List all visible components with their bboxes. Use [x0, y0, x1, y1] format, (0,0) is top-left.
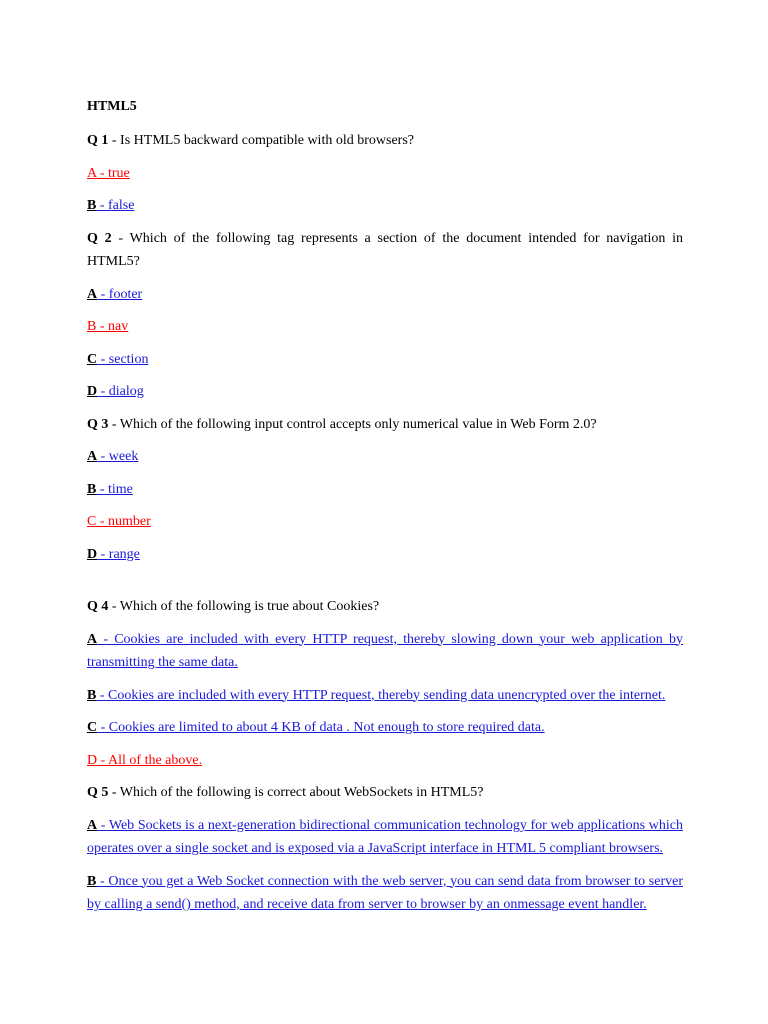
document-title: HTML5 — [87, 99, 137, 114]
question-3-text: - Which of the following input control accepts only numerical value in Web Form 2.0? — [108, 416, 597, 432]
q4-option-b-letter: B — [87, 687, 97, 703]
q2-option-b-text: - nav — [96, 319, 129, 334]
question-1-text: - Is HTML5 backward compatible with old browsers? — [108, 133, 414, 148]
question-2 — [87, 227, 683, 274]
q4-option-c[interactable] — [87, 716, 683, 740]
q4-option-a-text: - Cookies are included with every HTTP request, thereby slowing down your web application by transmitting the same data. — [87, 631, 683, 670]
q4-option-d-letter: D — [87, 752, 98, 768]
question-4-number: Q 4 — [87, 599, 109, 614]
q3-option-a-text: - week — [97, 449, 139, 464]
question-1-number: Q 1 — [87, 133, 109, 148]
q5-option-a-text: - Web Sockets is a next-generation bidirectional communication technology for web applications which operates over a single socket and is exposed via a JavaScript interface in HTML 5 compliant browsers. — [87, 817, 683, 856]
q5-option-b-letter: B — [87, 873, 97, 889]
q3-option-c-letter: C — [87, 514, 97, 529]
q2-option-c-letter: C — [87, 351, 98, 367]
question-1 — [87, 129, 683, 153]
q1-option-a-letter: A — [87, 165, 97, 181]
q2-option-b[interactable] — [87, 315, 683, 339]
q1-option-b-text: - false — [96, 198, 135, 213]
q3-option-c[interactable] — [87, 510, 683, 534]
question-5-number: Q 5 — [87, 785, 109, 800]
question-2-text: - Which of the following tag represents a section of the document intended for navigation in HTML5? — [87, 230, 683, 269]
q4-option-d[interactable] — [87, 749, 683, 773]
q5-option-b[interactable] — [87, 870, 683, 917]
spacer — [87, 575, 683, 595]
q2-option-c-text: - section — [97, 351, 149, 367]
q4-option-c-text: - Cookies are limited to about 4 KB of data . Not enough to store required data. — [97, 720, 545, 735]
q2-option-a[interactable] — [87, 283, 683, 307]
quiz-document — [87, 97, 683, 926]
question-4-text: - Which of the following is true about Cookies? — [108, 599, 380, 614]
q1-option-a-text: - true — [96, 165, 130, 181]
q5-option-b-text: - Once you get a Web Socket connection with the web server, you can send data from browser to server by calling a send() method, and receive data from server to browser by an onmessage event handler. — [87, 873, 683, 912]
q4-option-a[interactable] — [87, 628, 683, 675]
q4-option-b-text: - Cookies are included with every HTTP request, thereby sending data unencrypted over the internet. — [96, 687, 666, 703]
q5-option-a[interactable] — [87, 814, 683, 861]
q3-option-c-text: - number — [96, 514, 151, 529]
q2-option-b-letter: B — [87, 319, 97, 334]
question-3 — [87, 413, 683, 437]
q3-option-d-text: - range — [97, 546, 140, 562]
q3-option-b-text: - time — [96, 481, 133, 497]
q3-option-d[interactable] — [87, 543, 683, 567]
q3-option-b-letter: B — [87, 481, 97, 497]
q2-option-a-letter: A — [87, 286, 98, 302]
q4-option-d-text: - All of the above. — [97, 752, 203, 768]
q3-option-d-letter: D — [87, 546, 98, 562]
q3-option-a-letter: A — [87, 449, 98, 464]
question-5-text: - Which of the following is correct about WebSockets in HTML5? — [108, 785, 484, 800]
q4-option-b[interactable] — [87, 684, 683, 708]
q2-option-d-letter: D — [87, 384, 98, 399]
q2-option-d-text: - dialog — [97, 384, 144, 399]
question-3-number: Q 3 — [87, 416, 109, 432]
q2-option-a-text: - footer — [97, 286, 143, 302]
q3-option-b[interactable] — [87, 478, 683, 502]
q2-option-d[interactable] — [87, 380, 683, 404]
q1-option-b[interactable] — [87, 194, 683, 218]
q4-option-c-letter: C — [87, 720, 98, 735]
question-5 — [87, 781, 683, 805]
q5-option-a-letter: A — [87, 817, 98, 833]
q1-option-a[interactable] — [87, 162, 683, 186]
question-4 — [87, 595, 683, 619]
q3-option-a[interactable] — [87, 445, 683, 469]
q4-option-a-letter: A — [87, 631, 98, 647]
question-2-number: Q 2 — [87, 230, 112, 246]
q2-option-c[interactable] — [87, 348, 683, 372]
q1-option-b-letter: B — [87, 198, 97, 213]
